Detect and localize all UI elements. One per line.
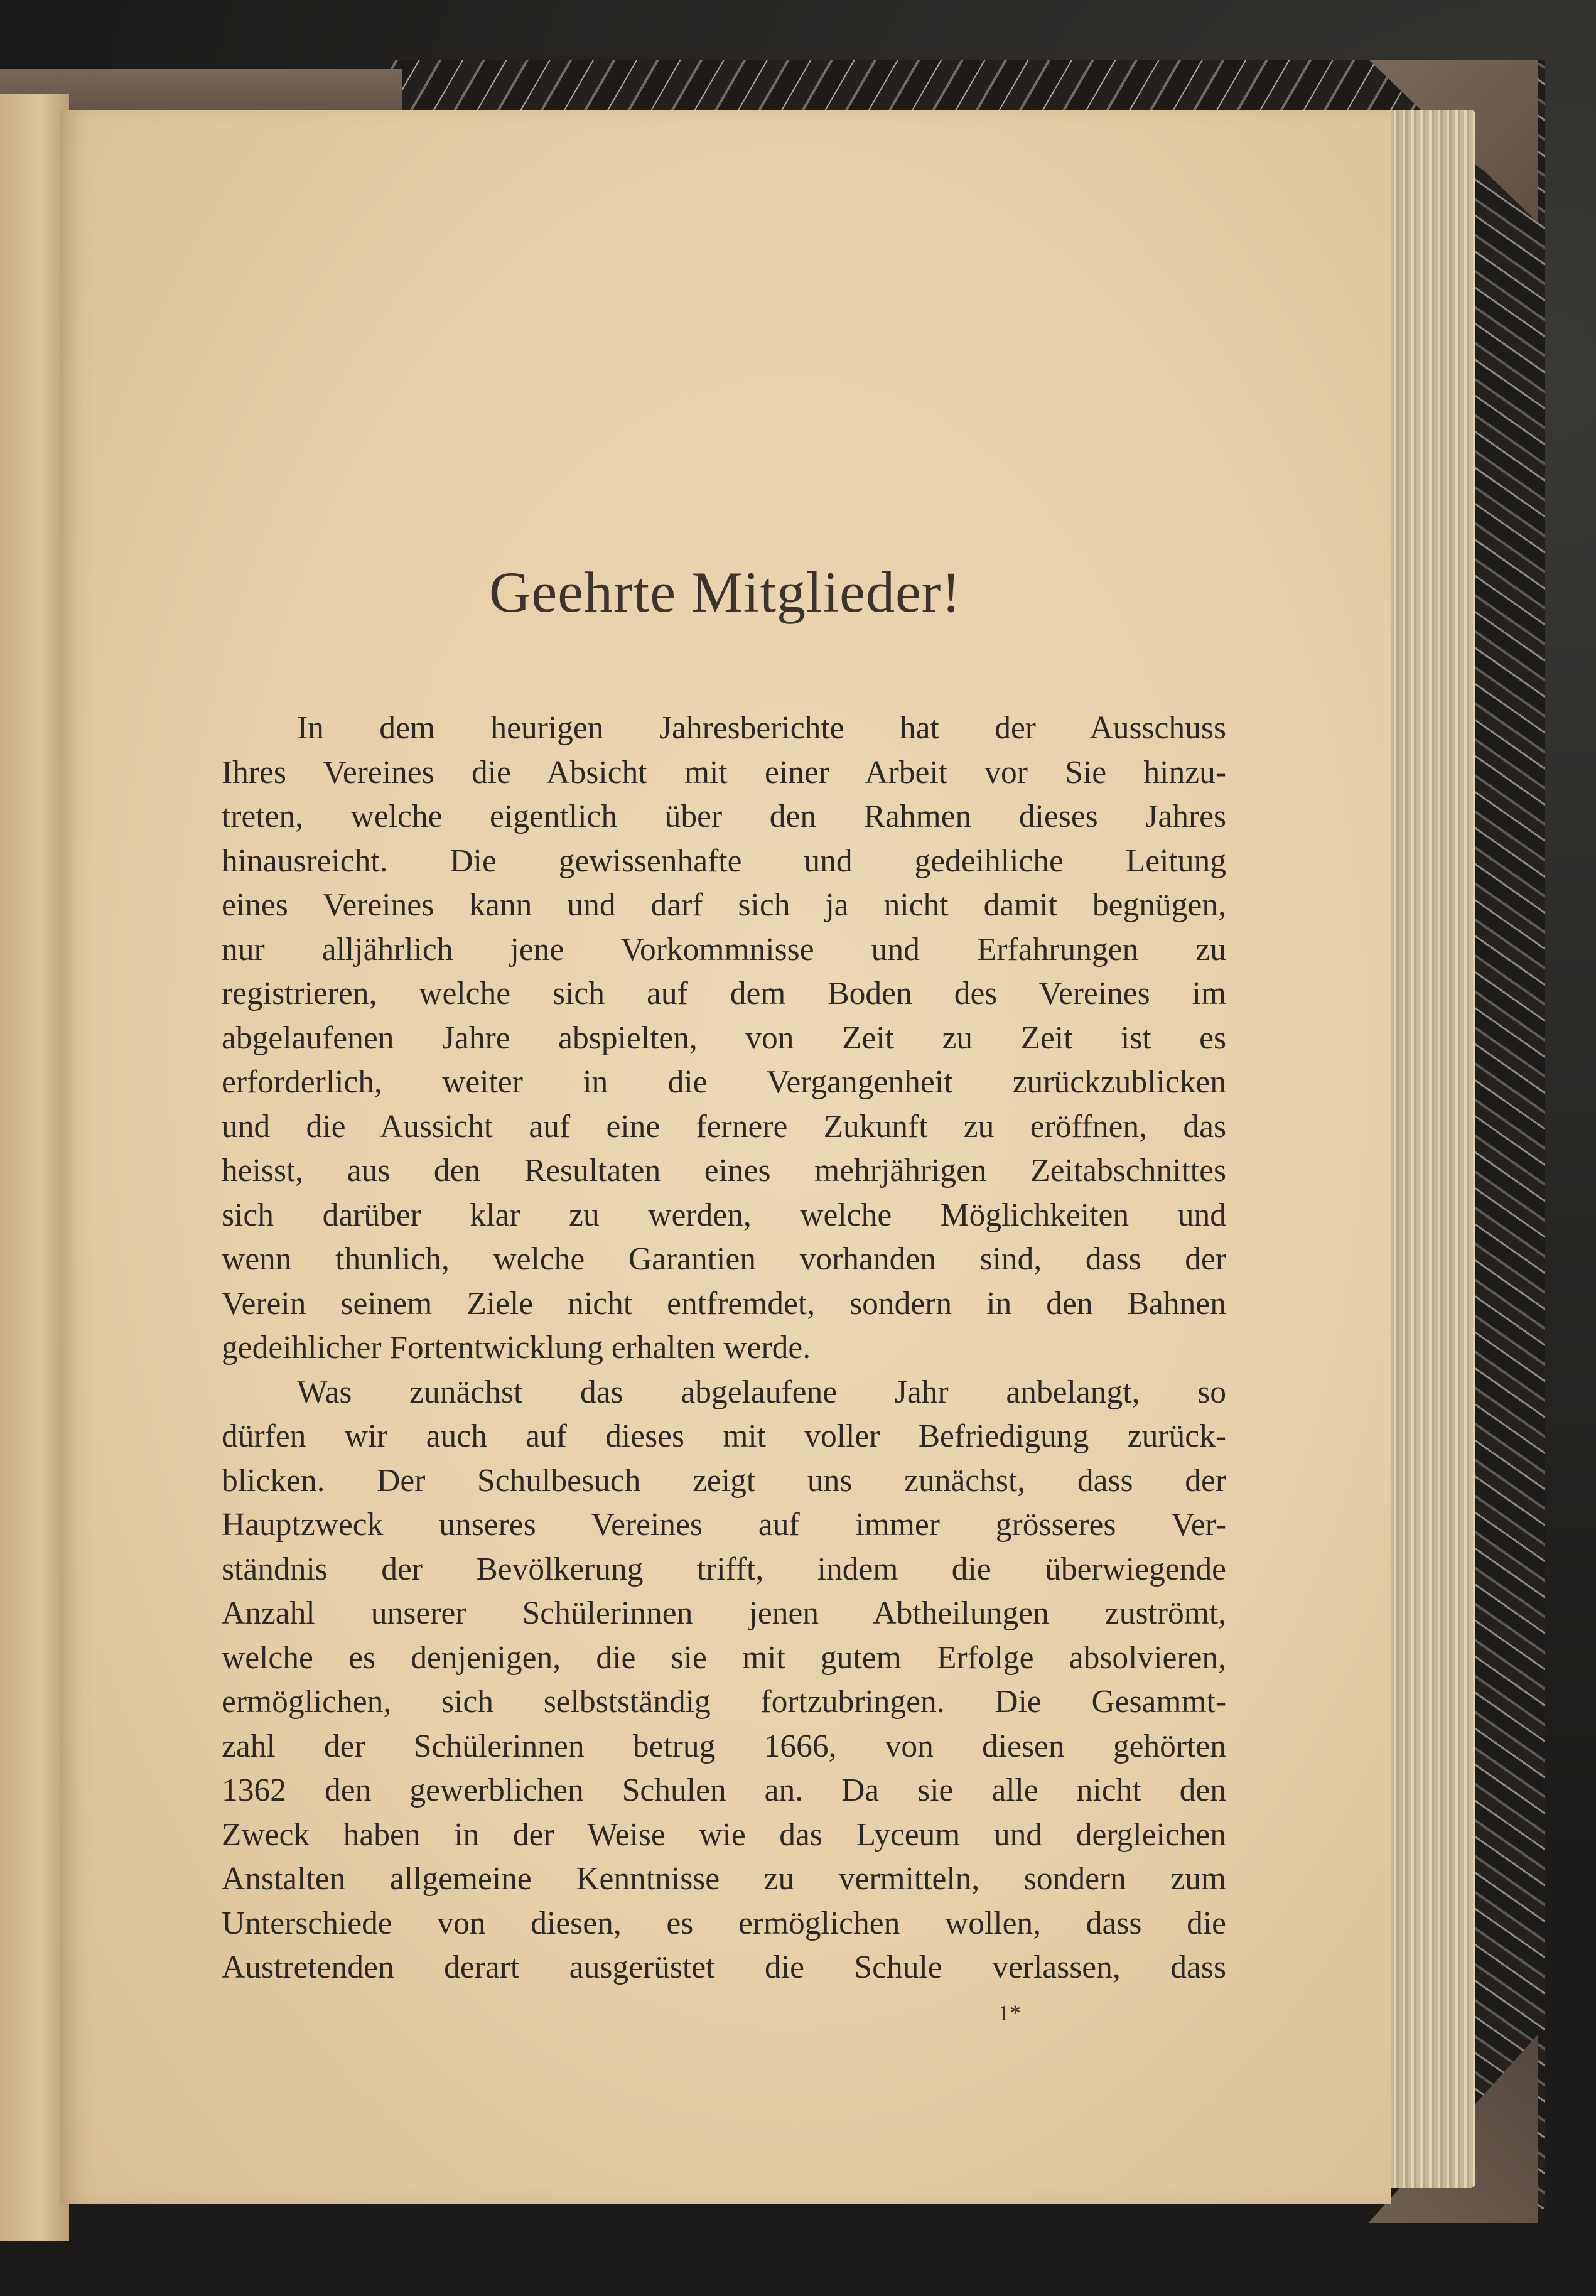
text-line: dürfen wir auch auf dieses mit voller Befriedigung zurück- xyxy=(222,1418,1226,1454)
text-line: nur alljährlich jene Vorkommnisse und Erfahrungen zu xyxy=(222,931,1226,967)
text-line: 1362 den gewerblichen Schulen an. Da sie alle nicht den xyxy=(222,1772,1226,1808)
text-line: welche es denjenigen, die sie mit gutem Erfolge absolvieren, xyxy=(222,1639,1226,1676)
text-line: eines Vereines kann und darf sich ja nicht damit begnügen, xyxy=(222,887,1226,923)
text-line: abgelaufenen Jahre abspielten, von Zeit zu Zeit ist es xyxy=(222,1020,1226,1056)
text-line: wenn thunlich, welche Garantien vorhanden sind, dass der xyxy=(222,1241,1226,1277)
text-line: heisst, aus den Resultaten eines mehrjährigen Zeitabschnittes xyxy=(222,1153,1226,1188)
text-line: Ihres Vereines die Absicht mit einer Arbeit vor Sie hinzu- xyxy=(222,754,1226,790)
text-line: erforderlich, weiter in die Vergangenheit zurückzublicken xyxy=(222,1064,1226,1100)
text-line: Unterschiede von diesen, es ermöglichen wollen, dass die xyxy=(222,1905,1226,1941)
text-line: zahl der Schülerinnen betrug 1666, von diesen gehörten xyxy=(222,1728,1226,1764)
page-title: Geehrte Mitglieder! xyxy=(488,560,962,624)
text-line: Austretenden derart ausgerüstet die Schule verlassen, dass xyxy=(222,1949,1226,1985)
text-line: blicken. Der Schulbesuch zeigt uns zunächst, dass der xyxy=(222,1462,1226,1499)
text-line: registrieren, welche sich auf dem Boden des Vereines im xyxy=(222,976,1226,1011)
book-cover-top-marbled xyxy=(377,60,1545,116)
facing-page-left xyxy=(0,94,69,2241)
text-line: Anzahl unserer Schülerinnen jenen Abtheilungen zuströmt, xyxy=(222,1595,1226,1631)
text-line: Verein seinem Ziele nicht entfremdet, sondern in den Bahnen xyxy=(222,1285,1226,1322)
text-line: Hauptzweck unseres Vereines auf immer grösseres Ver- xyxy=(222,1507,1226,1543)
text-line: In dem heurigen Jahresberichte hat der Ausschuss xyxy=(297,710,1226,746)
text-line: treten, welche eigentlich über den Rahmen dieses Jahres xyxy=(222,799,1226,834)
text-line: sich darüber klar zu werden, welche Möglichkeiten und xyxy=(222,1197,1226,1233)
text-line: und die Aussicht auf eine fernere Zukunft zu eröffnen, das xyxy=(222,1108,1226,1145)
paragraph-2 xyxy=(222,1371,1226,1990)
body-text xyxy=(222,706,1226,1990)
text-line: ständnis der Bevölkerung trifft, indem die überwiegende xyxy=(222,1551,1226,1587)
page-edges xyxy=(1381,110,1475,2188)
paragraph-1 xyxy=(222,706,1226,1371)
text-line: Anstalten allgemeine Kenntnisse zu vermitteln, sondern zum xyxy=(222,1861,1226,1897)
text-line: gedeihlicher Fortentwicklung erhalten werde. xyxy=(222,1330,811,1366)
text-line: Was zunächst das abgelaufene Jahr anbelangt, so xyxy=(297,1374,1226,1410)
page-number: 1* xyxy=(998,2000,1021,2025)
text-line: Zweck haben in der Weise wie das Lyceum und dergleichen xyxy=(222,1816,1226,1853)
text-line: ermöglichen, sich selbstständig fortzubringen. Die Gesammt- xyxy=(222,1684,1226,1720)
text-line: hinausreicht. Die gewissenhafte und gedeihliche Leitung xyxy=(222,843,1226,879)
book-page xyxy=(60,110,1391,2204)
